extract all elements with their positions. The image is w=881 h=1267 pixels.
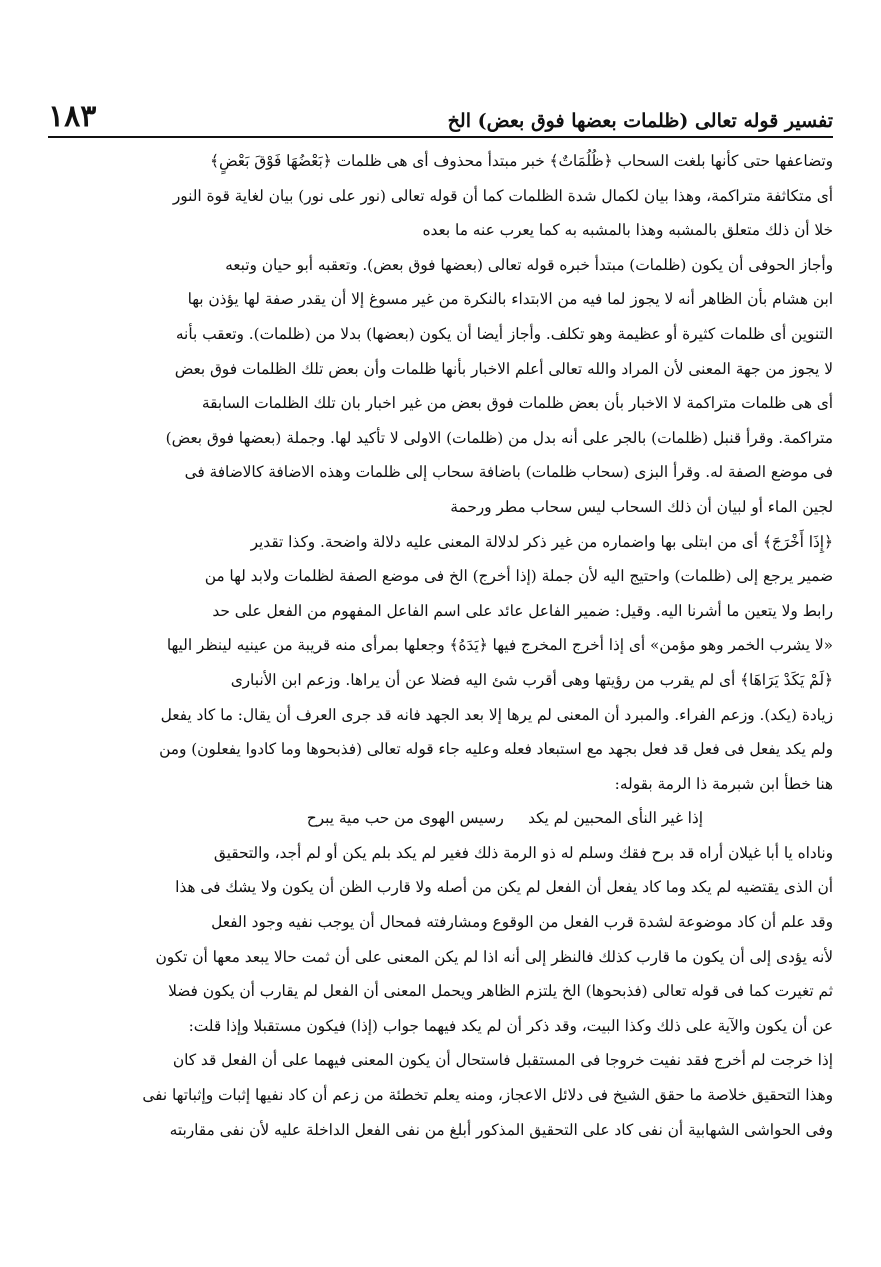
text-line: ﴿لَمْ يَكَدْ يَرَاهَا﴾ أى لم يقرب من رؤيتها وهى أقرب شئ اليه فضلا عن أن يراها. وزعم ابن الأنبارى: [230, 670, 833, 689]
text-line: هنا خطأ ابن شبرمة ذا الرمة بقوله:: [614, 774, 833, 793]
text-line: إذا خرجت لم أخرج فقد نفيت خروجا فى المستقبل فاستحال أن يكون المعنى فيهما على أن الفعل قد كان: [172, 1051, 833, 1070]
text-line: ﴿إِذَا أَخْرَجَ﴾ أى من ابتلى بها واضماره من غير ذكر لدلالة المعنى عليه دلالة واضحة. وكذا تقدير: [250, 532, 833, 551]
text-line: وأجاز الحوفى أن يكون (ظلمات) مبتدأ خبره قوله تعالى (بعضها فوق بعض). وتعقبه أبو حيان وتبعه: [225, 255, 833, 274]
text-line: ابن هشام بأن الظاهر أنه لا يجوز لما فيه من الابتداء بالنكرة من غير مسوغ إلا أن يقدر صفة لها يؤذن بها: [187, 290, 833, 309]
text-line: أى هى ظلمات متراكمة لا الاخبار بأن بعض ظلمات فوق بعض من غير اخبار بان تلك الظلمات السابقة: [201, 394, 833, 413]
text-line: أى متكاثفة متراكمة، وهذا بيان لكمال شدة الظلمات كما أن قوله تعالى (نور على نور) بيان لغاية قوة النور: [172, 186, 833, 205]
page-number: ١٨٣: [48, 99, 97, 134]
page-header: [48, 92, 833, 138]
text-line: لا يجوز من جهة المعنى لأن المراد والله تعالى أعلم الاخبار بأنها ظلمات وأن بعض تلك الظلمات فوق بعض: [174, 359, 833, 378]
text-line: متراكمة. وقرأ قنبل (ظلمات) بالجر على أنه بدل من (ظلمات) الاولى لا تأكيد لها. وجملة (بعضها فوق بعض): [165, 428, 833, 447]
text-line: فى موضع الصفة له. وقرأ البزى (سحاب ظلمات) باضافة سحاب إلى ظلمات وهذه الاضافة كالاضافة فى: [184, 463, 833, 482]
text-line: ثم تغيرت كما فى قوله تعالى (فذبحوها) الخ يلتزم الظاهر ويحمل المعنى أن الفعل لم يقارب أن يكون فضلا: [168, 982, 833, 1001]
text-line: لجين الماء أو لبيان أن ذلك السحاب ليس سحاب مطر ورحمة: [450, 497, 833, 516]
page-body: [48, 144, 833, 1147]
text-line: عن أن يكون والآية على ذلك وكذا البيت، وقد ذكر أن لم يكد فيهما جواب (إذا) فيكون مستقبلا وإذا قلت:: [188, 1016, 833, 1035]
text-line: التنوين أى ظلمات كثيرة أو عظيمة وهو تكلف. وأجاز أيضا أن يكون (بعضها) بدلا من (ظلمات). وتعقب بأنه: [175, 324, 833, 343]
text-line: أن الذى يقتضيه لم يكد وما كاد يفعل أن الفعل لم يكن من أصله ولا قارب الظن أن يكون ولا يشك فى هذا: [175, 878, 833, 897]
text-line: خلا أن ذلك متعلق بالمشبه وهذا بالمشبه به كما يعرب عنه ما بعده: [422, 221, 833, 240]
text-line: وتضاعفها حتى كأنها بلغت السحاب ﴿ظُلُمَاتٌ﴾ خبر مبتدأ محذوف أى هى ظلمات ﴿بَعْضُهَا فَوْقَ بَعْضٍ﴾: [210, 152, 833, 170]
text-line: زيادة (يكد). وزعم الفراء. والمبرد أن المعنى لم يرها إلا بعد الجهد فانه قد جرى العرف أن يقال: ما كاد يفعل: [160, 705, 833, 724]
text-line: وقد علم أن كاد موضوعة لشدة قرب الفعل من الوقوع ومشارفته فمحال أن يوجب نفيه وجود الفعل: [211, 913, 833, 932]
text-line: وفى الحواشى الشهابية أن نفى كاد على التحقيق المذكور أبلغ من نفى الفعل الداخلة عليه لأن نفى مقاربته: [169, 1120, 833, 1139]
text-line: «لا يشرب الخمر وهو مؤمن» أى إذا أخرج المخرج فيها ﴿يَدَهُ﴾ وجعلها بمرأى منه قريبة من عينيه لينظر اليها: [166, 636, 833, 655]
text-line: ضمير يرجع إلى (ظلمات) واحتيج اليه لأن جملة (إذا أخرج) الخ فى موضع الصفة لظلمات ولابد لها من: [204, 567, 833, 586]
poetry-verse: إذا غير النأى المحبين لم يكد رسيس الهوى من حب مية يبرح: [306, 809, 703, 828]
text-line: ولم يكد يفعل فى فعل قد فعل بجهد مع استبعاد فعله وعليه جاء قوله تعالى (فذبحوها وما كادوا يفعلون) ومن: [159, 740, 833, 759]
text-line: لأنه يؤدى إلى أن يكون ما قارب كذلك فالنظر إلى أنه اذا لم يكن المعنى على أن ثمت حالا يبعد معها أن تكون: [155, 947, 833, 966]
running-title: تفسير قوله تعالى (ظلمات بعضها فوق بعض) الخ: [447, 110, 833, 132]
text-line: وهذا التحقيق خلاصة ما حقق الشيخ فى دلائل الاعجاز، ومنه يعلم تخطئة من زعم أن كاد نفيها إثبات وإثباتها نفى: [142, 1086, 833, 1105]
text-line: رابط ولا يتعين ما أشرنا اليه. وقيل: ضمير الفاعل عائد على اسم الفاعل المفهوم من الفعل على حد: [212, 601, 833, 620]
text-line: وناداه يا أبا غيلان أراه قد برح فقك وسلم له ذو الرمة ذلك فغير لم يكد بلم يكن أو لم أجد، والتحقيق: [213, 843, 833, 862]
